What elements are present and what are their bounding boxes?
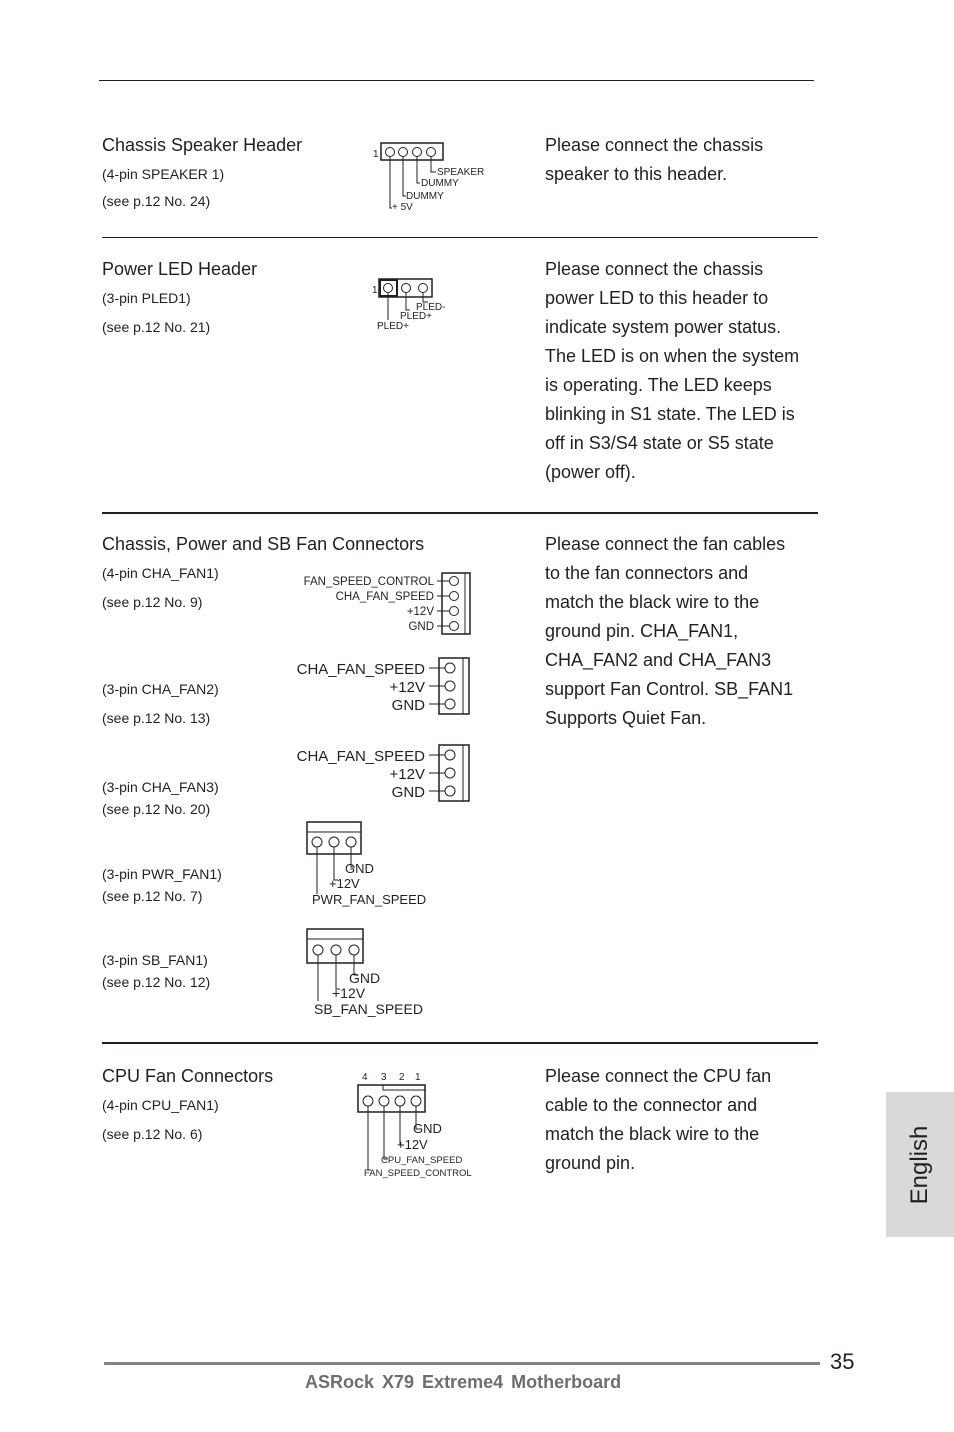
pwr-fan1-pins: (3-pin PWR_FAN1) [102, 866, 222, 882]
plus5v-pin-label: + 5V [392, 202, 413, 213]
cha-fan2-speed-label: CHA_FAN_SPEED [296, 661, 425, 678]
speaker-header-diagram [370, 138, 490, 218]
cha-fan2-pins: (3-pin CHA_FAN2) [102, 681, 219, 697]
cha-fan2-ref: (see p.12 No. 13) [102, 710, 211, 726]
cha-fan3-12v-label: +12V [389, 766, 425, 783]
cpu-fan-12v-label: +12V [397, 1137, 428, 1152]
cpu-pin3-label: 3 [381, 1072, 387, 1083]
footer-rule [104, 1362, 820, 1365]
page-number: 35 [830, 1349, 855, 1374]
cha-fan3-ref: (see p.12 No. 20) [102, 801, 211, 817]
fan-connectors-title: Chassis, Power and SB Fan Connectors [102, 534, 425, 554]
cha-fan2-diagram [296, 655, 475, 717]
fan-connectors-description: Please connect the fan cables to the fan connectors and match the black wire to the ground pin. CHA_FAN1, CHA_FAN2 and CHA_FAN3 support Fan Control. SB_FAN1 Supports Quiet Fan. [545, 534, 794, 728]
cha-fan3-diagram [296, 742, 475, 804]
cpu-pin1-label: 1 [415, 1072, 421, 1083]
sb-fan1-ref: (see p.12 No. 12) [102, 974, 211, 990]
pwr-fan1-12v-label: +12V [329, 876, 360, 891]
pled-pin1-label: 1 [372, 285, 378, 296]
cha-fan2-gnd-label: GND [391, 697, 425, 714]
cpu-fan-gnd-label: GND [413, 1121, 442, 1136]
cha-fan3-gnd-label: GND [391, 784, 425, 801]
pled-minus-label: PLED- [416, 302, 446, 313]
cpu-pin2-label: 2 [399, 1072, 405, 1083]
pwr-fan1-gnd-label: GND [345, 861, 374, 876]
sb-fan1-diagram [305, 927, 435, 1019]
power-led-header-ref: (see p.12 No. 21) [102, 319, 211, 335]
section-rule [102, 1042, 818, 1044]
cpu-fan1-pins: (4-pin CPU_FAN1) [102, 1097, 219, 1113]
cha-fan1-diagram [305, 570, 475, 638]
cha-fan3-speed-label: CHA_FAN_SPEED [296, 748, 425, 765]
cpu-fan-connectors-description: Please connect the CPU fan cable to the connector and match the black wire to the ground pin. [545, 1066, 772, 1173]
power-led-header-diagram [370, 275, 460, 335]
cpu-fan-connectors-title: CPU Fan Connectors [102, 1066, 274, 1086]
dummy-pin-label-1: DUMMY [421, 178, 459, 189]
pwr-fan1-ref: (see p.12 No. 7) [102, 888, 203, 904]
sb-fan1-pins: (3-pin SB_FAN1) [102, 952, 208, 968]
pwr-fan1-speed-label: PWR_FAN_SPEED [312, 892, 427, 907]
footer-title: ASRock X79 Extreme4 Motherboard [305, 1372, 622, 1392]
pwr-fan1-diagram [305, 820, 430, 910]
cha-fan1-control-label: FAN_SPEED_CONTROL [303, 576, 434, 588]
pled-plus-label-1: PLED+ [400, 311, 432, 322]
cpu-pin4-label: 4 [362, 1072, 368, 1083]
language-tab-label: English [906, 1125, 933, 1204]
cha-fan2-12v-label: +12V [389, 679, 425, 696]
top-rule [99, 80, 814, 81]
cpu-fan-speed-label: CPU_FAN_SPEED [381, 1155, 463, 1166]
power-led-header-pins: (3-pin PLED1) [102, 290, 191, 306]
cpu-fan1-diagram [355, 1066, 490, 1182]
speaker-header-pins: (4-pin SPEAKER 1) [102, 166, 225, 182]
sb-fan1-speed-label: SB_FAN_SPEED [314, 1001, 423, 1017]
speaker-header-ref: (see p.12 No. 24) [102, 193, 211, 209]
cha-fan1-speed-label: CHA_FAN_SPEED [335, 591, 434, 603]
sb-fan1-12v-label: +12V [332, 985, 366, 1001]
section-rule [102, 512, 818, 514]
pled-plus-label-2: PLED+ [377, 321, 409, 332]
cha-fan3-pins: (3-pin CHA_FAN3) [102, 779, 219, 795]
cpu-fan-control-label: FAN_SPEED_CONTROL [364, 1168, 472, 1179]
power-led-header-title: Power LED Header [102, 259, 258, 279]
speaker-header-description: Please connect the chassis speaker to this header. [545, 135, 764, 184]
section-rule [102, 237, 818, 238]
sb-fan1-gnd-label: GND [349, 970, 381, 986]
cha-fan1-pins: (4-pin CHA_FAN1) [102, 565, 219, 581]
cha-fan1-gnd-label: GND [408, 621, 434, 633]
dummy-pin-label-2: DUMMY [406, 191, 444, 202]
speaker-pin1-label: 1 [373, 149, 379, 160]
cha-fan1-12v-label: +12V [406, 606, 434, 618]
power-led-header-description: Please connect the chassis power LED to this header to indicate system power status. The LED is on when the system is operating. The LED keeps blinking in S1 state. The LED is off in S3/S4 state or S5 state (power off). [545, 259, 800, 482]
cpu-fan1-ref: (see p.12 No. 6) [102, 1126, 203, 1142]
speaker-header-title: Chassis Speaker Header [102, 135, 303, 155]
speaker-pin-label: SPEAKER [437, 167, 485, 178]
cha-fan1-ref: (see p.12 No. 9) [102, 594, 203, 610]
language-side-tab [886, 1092, 954, 1237]
